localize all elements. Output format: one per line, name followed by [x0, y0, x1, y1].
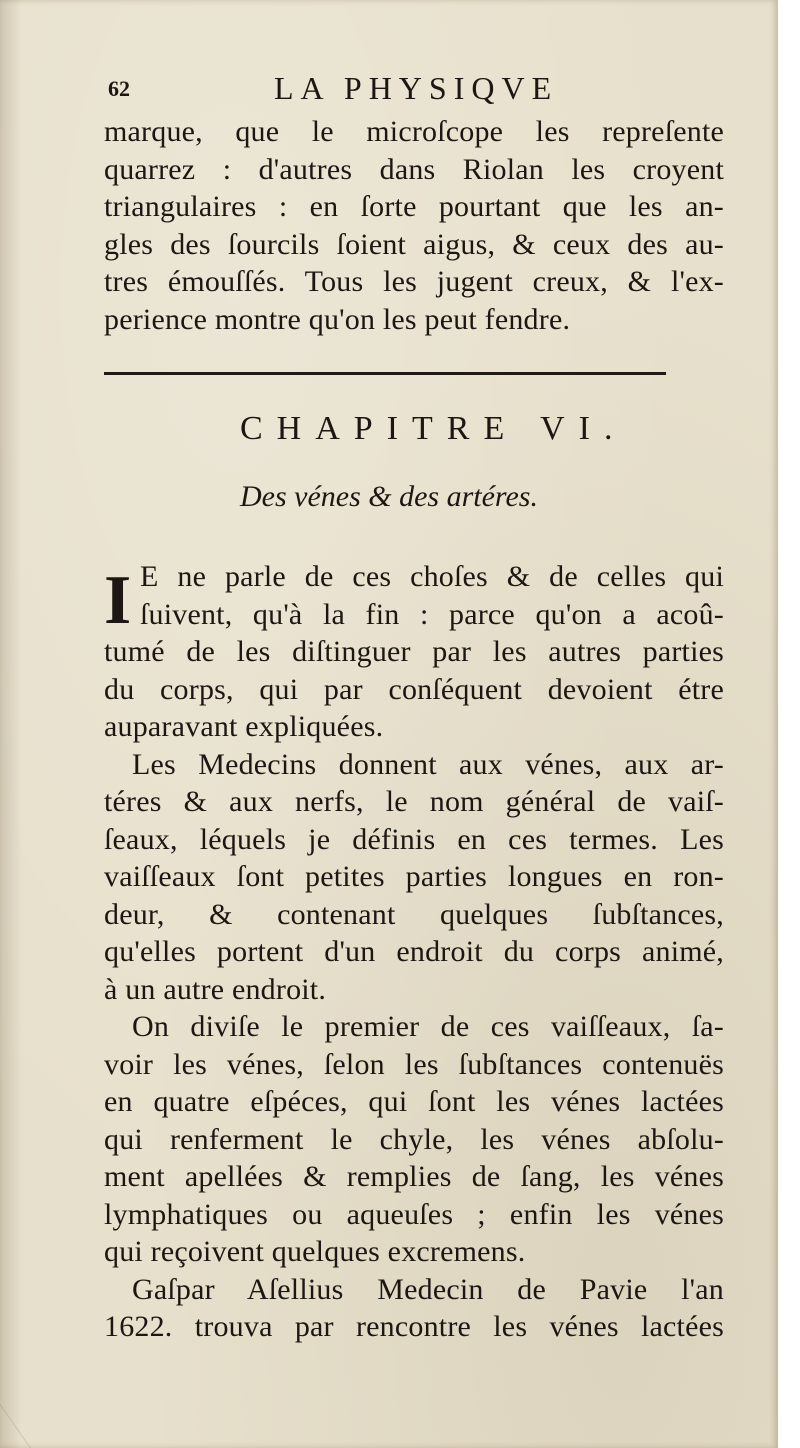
paragraph-4	[104, 1271, 724, 1346]
spine-shadow	[0, 0, 22, 1448]
text-line: deur, & contenant quelques ſubſtances,	[104, 897, 724, 931]
text-line: voir les vénes, ſelon les ſubſtances contenuës	[104, 1047, 724, 1081]
text-line: Gaſpar Aſellius Medecin de Pavie l'an	[132, 1272, 724, 1306]
text-line: marque, que le microſcope les repreſente	[104, 115, 724, 148]
text-line: à un autre endroit.	[104, 972, 327, 1006]
text-line: 1622. trouva par rencontre les vénes lactées	[104, 1310, 724, 1343]
text-line: gles des ſourcils ſoient aigus, & ceux des au-	[104, 227, 724, 261]
page-header	[104, 70, 724, 110]
paragraph-1	[104, 558, 724, 746]
text-line: du corps, qui par conſéquent devoient étre	[104, 672, 724, 706]
drop-cap: I	[104, 562, 132, 639]
text-line: E ne parle de ces choſes & de celles qui	[140, 560, 724, 593]
text-line: perience montre qu'on les peut fendre.	[104, 302, 571, 336]
text-line: ſeaux, léquels je définis en ces termes. Les	[104, 822, 724, 856]
section-title: Des vénes & des artéres.	[240, 480, 538, 513]
top-paragraph	[104, 113, 724, 338]
text-line: vaiſſeaux ſont petites parties longues en ron-	[104, 860, 724, 893]
text-line: lymphatiques ou aqueuſes ; enfin les vénes	[104, 1197, 724, 1231]
text-line: qu'elles portent d'un endroit du corps animé,	[104, 935, 724, 968]
text-line: qui reçoivent quelques excremens.	[104, 1235, 526, 1268]
paragraph-3	[104, 1008, 724, 1271]
text-line: triangulaires : en ſorte pourtant que les an-	[104, 190, 724, 223]
text-line: ſuivent, qu'à la fin : parce qu'on a acoû-	[140, 597, 724, 631]
chapter-title: CHAPITRE VI.	[240, 410, 627, 447]
text-line: qui renferment le chyle, les vénes abſolu-	[104, 1122, 724, 1156]
text-line: ment apellées & remplies de ſang, les vénes	[104, 1160, 724, 1193]
text-line: en quatre eſpéces, qui ſont les vénes lactées	[104, 1085, 724, 1118]
running-title: LA PHYSIQVE	[274, 70, 559, 106]
text-line: tumé de les diſtinguer par les autres parties	[104, 635, 724, 668]
page-number: 62	[108, 76, 130, 101]
text-line: téres & aux nerfs, le nom général de vaiſ-	[104, 785, 724, 818]
paragraph-2	[104, 746, 724, 1009]
text-line: auparavant expliquées.	[104, 710, 384, 743]
text-line: quarrez : d'autres dans Riolan les croyent	[104, 152, 724, 186]
text-line: On diviſe le premier de ces vaiſſeaux, ſa-	[132, 1010, 724, 1043]
text-line: Les Medecins donnent aux vénes, aux ar-	[132, 747, 724, 781]
text-line: tres émouſſés. Tous les jugent creux, & l'ex-	[104, 265, 724, 298]
horizontal-rule	[104, 372, 666, 375]
